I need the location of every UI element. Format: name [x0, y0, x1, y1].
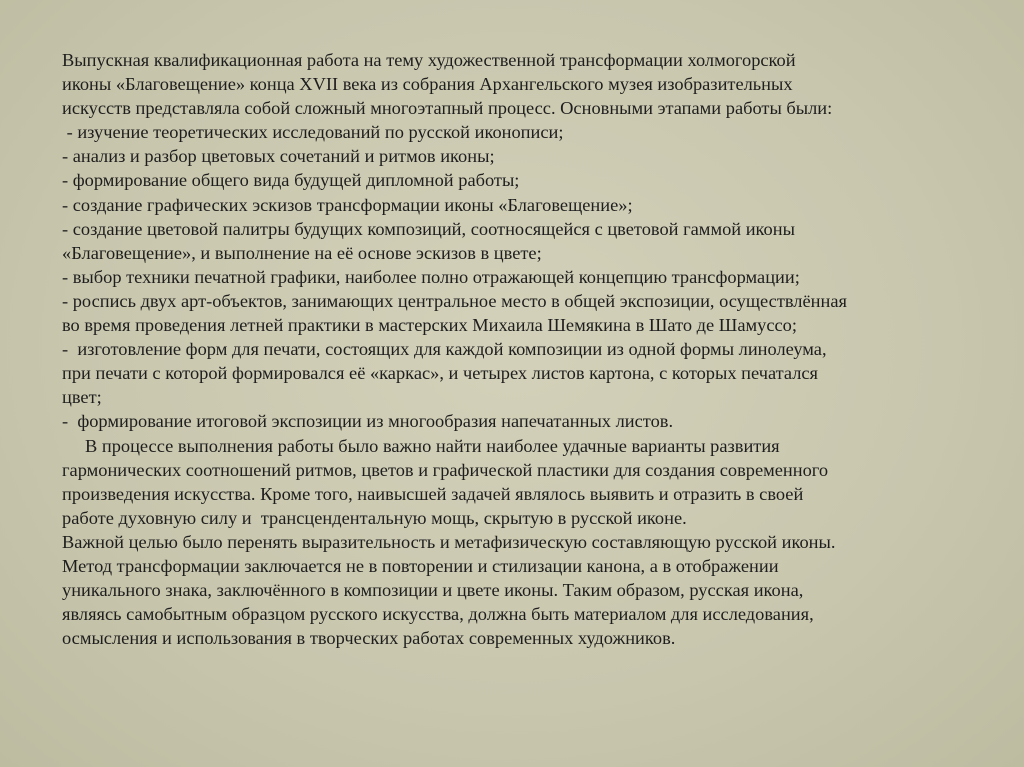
text-line: цвет; — [62, 387, 102, 408]
text-line: - роспись двух арт-объектов, занимающих центральное место в общей экспозиции, осуществлённая — [62, 290, 847, 311]
text-line: - анализ и разбор цветовых сочетаний и ритмов иконы; — [62, 146, 495, 167]
text-line: искусств представляла собой сложный многоэтапный процесс. Основными этапами работы были: — [62, 98, 833, 119]
text-line: Важной целью было перенять выразительность и метафизическую составляющую русской иконы. — [62, 531, 836, 552]
text-line: являясь самобытным образцом русского искусства, должна быть материалом для исследования, — [62, 604, 814, 625]
text-line: иконы «Благовещение» конца XVII века из собрания Архангельского музея изобразительных — [62, 74, 793, 95]
text-line: - создание цветовой палитры будущих композиций, соотносящейся с цветовой гаммой иконы — [62, 218, 795, 239]
text-line: уникального знака, заключённого в композиции и цвете иконы. Таким образом, русская икона, — [62, 580, 804, 601]
text-line: - изготовление форм для печати, состоящих для каждой композиции из одной формы линолеума, — [62, 339, 827, 360]
text-line: при печати с которой формировался её «каркас», и четырех листов картона, с которых печатался — [62, 363, 819, 384]
body-text — [62, 48, 992, 650]
text-line: - формирование общего вида будущей дипломной работы; — [62, 170, 520, 191]
text-line: - выбор техники печатной графики, наиболее полно отражающей концепцию трансформации; — [62, 266, 800, 287]
text-line: - создание графических эскизов трансформации иконы «Благовещение»; — [62, 194, 633, 215]
text-line: - формирование итоговой экспозиции из многообразия напечатанных листов. — [62, 411, 674, 432]
text-line: «Благовещение», и выполнение на её основе эскизов в цвете; — [62, 242, 542, 263]
text-line: Метод трансформации заключается не в повторении и стилизации канона, а в отображении — [62, 555, 779, 576]
text-line: - изучение теоретических исследований по русской иконописи; — [62, 122, 564, 143]
text-line: гармонических соотношений ритмов, цветов и графической пластики для создания современного — [62, 459, 829, 480]
text-line: В процессе выполнения работы было важно найти наиболее удачные варианты развития — [62, 435, 780, 456]
text-line: произведения искусства. Кроме того, наивысшей задачей являлось выявить и отразить в своей — [62, 483, 804, 504]
text-line: во время проведения летней практики в мастерских Михаила Шемякина в Шато де Шамуссо; — [62, 315, 797, 336]
text-line: Выпускная квалификационная работа на тему художественной трансформации холмогорской — [62, 50, 796, 70]
text-line: работе духовную силу и трансцендентальную мощь, скрытую в русской иконе. — [62, 507, 687, 528]
text-line: осмысления и использования в творческих работах современных художников. — [62, 628, 676, 649]
